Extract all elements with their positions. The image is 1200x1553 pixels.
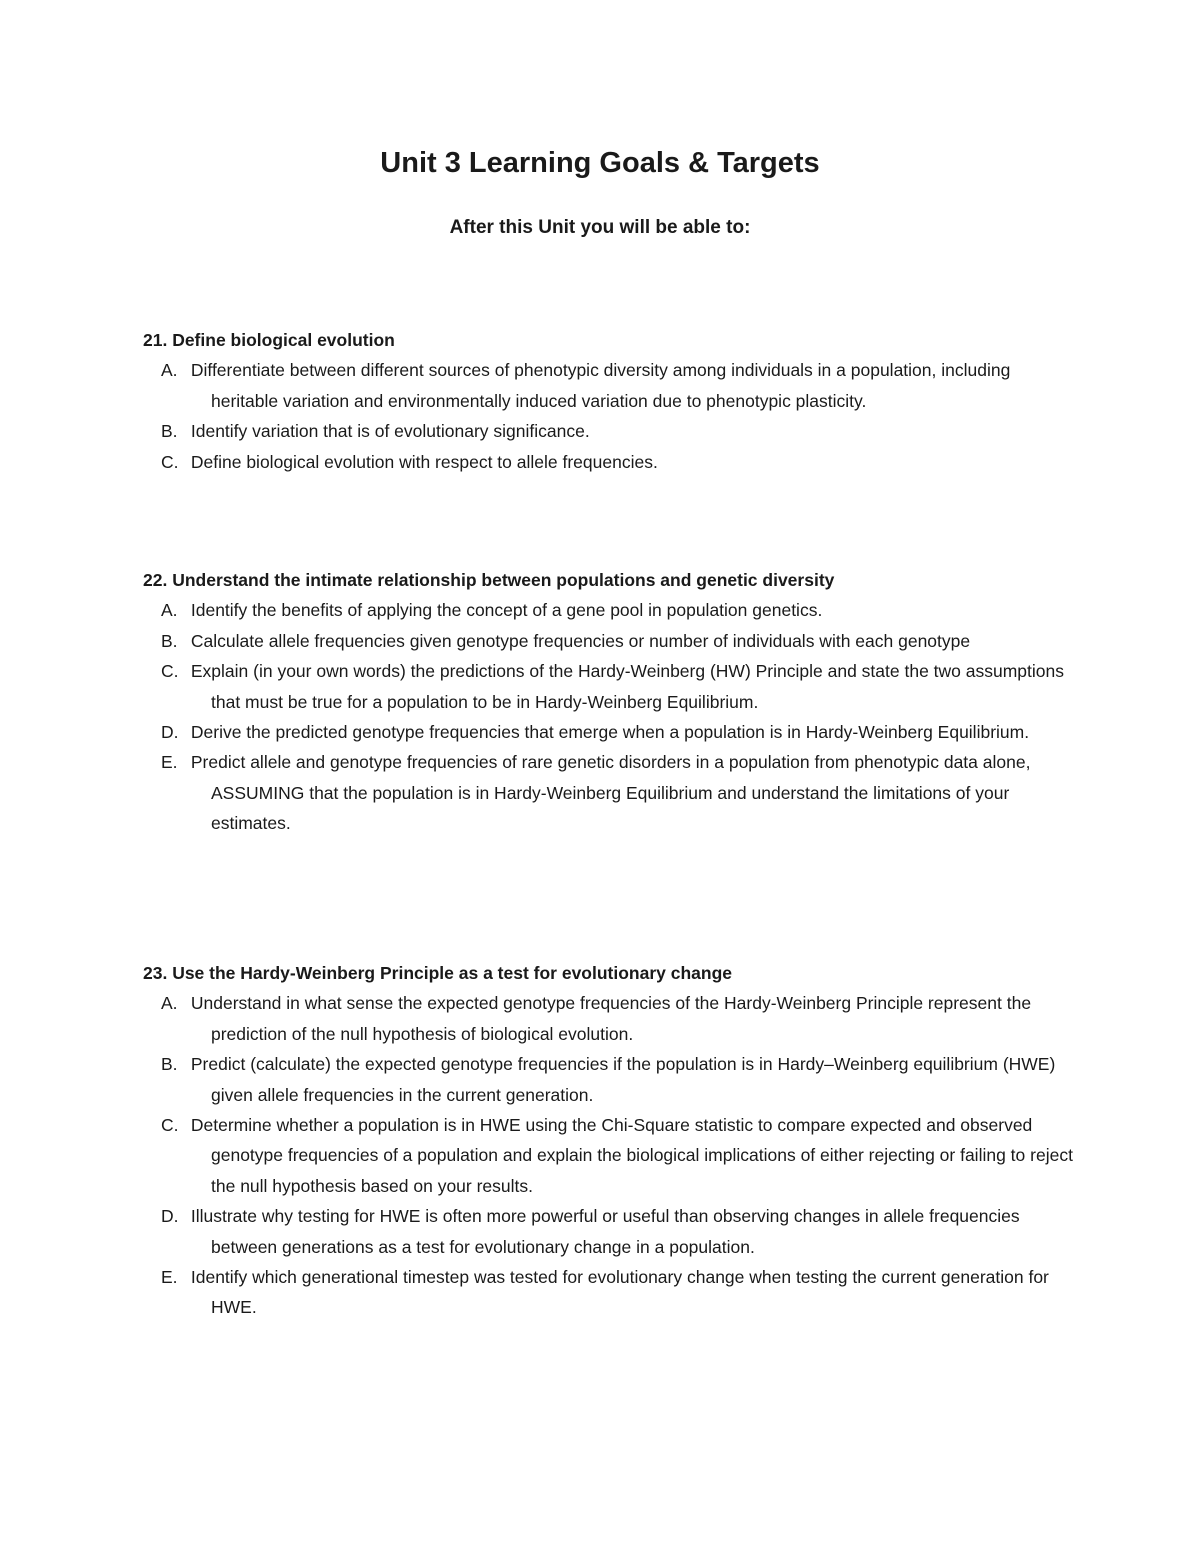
target-item: A. Understand in what sense the expected genotype frequencies of the Hardy-Weinberg Principle represent the prediction of the null hypothesis of biological evolution. xyxy=(161,993,1032,1044)
target-text: Explain (in your own words) the predictions of the Hardy-Weinberg (HW) Principle and state the two assumptions that must be true for a population to be in Hardy-Weinberg Equilibrium. xyxy=(190,661,1064,712)
goal-section xyxy=(143,325,1073,477)
target-text: Determine whether a population is in HWE using the Chi-Square statistic to compare expected and observed genotype frequencies of a population and explain the biological implications of either rejecting or failing to reject the null hypothesis based on your results. xyxy=(190,1115,1073,1196)
target-item: B. Predict (calculate) the expected genotype frequencies if the population is in Hardy–Weinberg equilibrium (HWE) given allele frequencies in the current generation. xyxy=(161,1054,1056,1105)
target-item: E. Predict allele and genotype frequencies of rare genetic disorders in a population from phenotypic data alone, ASSUMING that the population is in Hardy-Weinberg Equilibrium and understand the limitations of your estimates. xyxy=(161,752,1031,834)
page-title: Unit 3 Learning Goals & Targets xyxy=(380,147,820,179)
goal-heading: 21. Define biological evolution xyxy=(143,330,395,350)
target-text: Predict allele and genotype frequencies of rare genetic disorders in a population from phenotypic data alone, ASSUMING that the population is in Hardy-Weinberg Equilibrium and understand the limitations of your estimates. xyxy=(190,752,1031,834)
target-text: Predict (calculate) the expected genotype frequencies if the population is in Hardy–Weinberg equilibrium (HWE) given allele frequencies in the current generation. xyxy=(190,1054,1056,1105)
target-text: Differentiate between different sources of phenotypic diversity among individuals in a population, including heritable variation and environmentally induced variation due to phenotypic plasticity. xyxy=(190,360,1011,411)
target-text: Define biological evolution with respect to allele frequencies. xyxy=(190,451,658,472)
target-item: A. Identify the benefits of applying the concept of a gene pool in population genetics. xyxy=(161,600,823,621)
target-item: C. Explain (in your own words) the predictions of the Hardy-Weinberg (HW) Principle and state the two assumptions that must be true for a population to be in Hardy-Weinberg Equilibrium. xyxy=(161,661,1064,712)
target-item: D. Illustrate why testing for HWE is often more powerful or useful than observing changes in allele frequencies between generations as a test for evolutionary change in a population. xyxy=(161,1206,1020,1257)
target-text: Understand in what sense the expected genotype frequencies of the Hardy-Weinberg Principle represent the prediction of the null hypothesis of biological evolution. xyxy=(190,993,1032,1044)
target-text: Illustrate why testing for HWE is often more powerful or useful than observing changes in allele frequencies between generations as a test for evolutionary change in a population. xyxy=(190,1206,1020,1257)
goal-section xyxy=(143,958,1073,1323)
goal-heading: 22. Understand the intimate relationship between populations and genetic diversity xyxy=(143,570,835,590)
target-item: B. Calculate allele frequencies given genotype frequencies or number of individuals with each genotype xyxy=(161,630,971,651)
target-text: Derive the predicted genotype frequencies that emerge when a population is in Hardy-Weinberg Equilibrium. xyxy=(190,722,1030,743)
target-item: A. Differentiate between different sources of phenotypic diversity among individuals in a population, including heritable variation and environmentally induced variation due to phenotypic plasticity. xyxy=(161,360,1011,411)
target-item: C. Determine whether a population is in HWE using the Chi-Square statistic to compare expected and observed genotype frequencies of a population and explain the biological implications of either rejecting or failing to reject the null hypothesis based on your results. xyxy=(161,1115,1073,1196)
target-list xyxy=(143,595,1073,838)
page-subtitle: After this Unit you will be able to: xyxy=(449,217,751,238)
target-item: E. Identify which generational timestep was tested for evolutionary change when testing the current generation for HWE. xyxy=(161,1267,1049,1318)
target-text: Calculate allele frequencies given genotype frequencies or number of individuals with each genotype xyxy=(190,630,971,651)
target-list xyxy=(143,988,1073,1322)
target-item: C. Define biological evolution with respect to allele frequencies. xyxy=(161,451,658,472)
target-text: Identify variation that is of evolutionary significance. xyxy=(190,421,590,442)
goal-heading: 23. Use the Hardy-Weinberg Principle as a test for evolutionary change xyxy=(143,963,733,983)
target-text: Identify the benefits of applying the concept of a gene pool in population genetics. xyxy=(190,600,823,621)
target-item: D. Derive the predicted genotype frequencies that emerge when a population is in Hardy-Weinberg Equilibrium. xyxy=(161,722,1030,743)
target-list xyxy=(143,355,1073,477)
target-text: Identify which generational timestep was tested for evolutionary change when testing the current generation for HWE. xyxy=(190,1267,1049,1318)
target-item: B. Identify variation that is of evolutionary significance. xyxy=(161,421,590,442)
goal-section xyxy=(143,565,1073,839)
